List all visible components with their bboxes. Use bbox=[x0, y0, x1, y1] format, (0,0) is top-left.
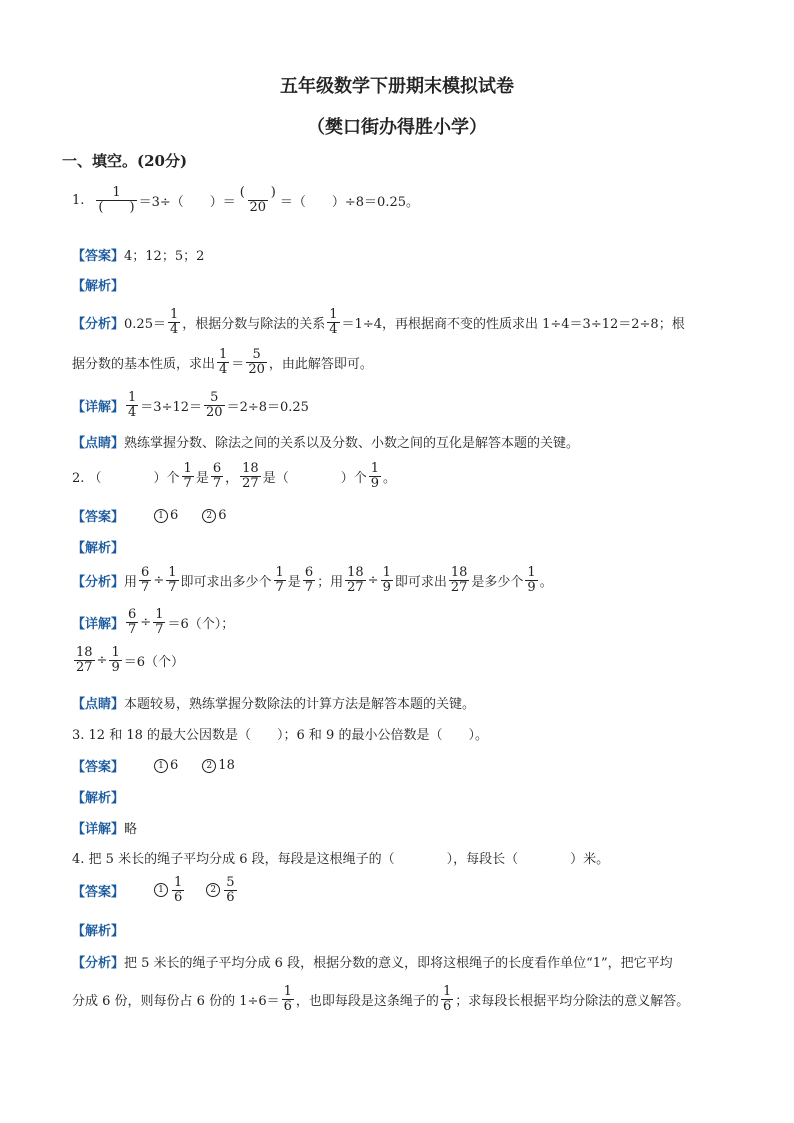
q2-analysis-label: 【解析】 bbox=[72, 541, 125, 556]
q1-detail: 【详解】 $\frac{1}{4}$ ＝3÷12＝ $\frac{5}{20}$ ＝2÷8＝0.25 bbox=[72, 390, 309, 420]
section-heading: 一、填空。(20分) bbox=[62, 152, 188, 170]
q2-fenxi: 【分析】 用 $\frac{6}{7}$ ÷ $\frac{1}{7}$ 即可求出多少个 $\frac{1}{7}$ 是 $\frac{6}{7}$ ；用 $\frac{18}{27}$ ÷ $\frac{1}{9}$ 即可求出 $\frac{18}{27}$ 是多少个 $\frac{1}{9}$ 。 bbox=[72, 565, 553, 595]
q1-fenxi: 【分析】 0.25＝ $\frac{1}{4}$ ，根据分数与除法的关系 $\frac{1}{4}$ ＝1÷4，再根据商不变的性质求出 1÷4＝3÷12＝2÷8；根 bbox=[72, 307, 685, 337]
q3-detail: 【详解】 略 bbox=[72, 822, 138, 837]
q4-fenxi-cont: 分成 6 份，则每份占 6 份的 1÷6＝ $\frac{1}{6}$ ，也即每段是这条绳子的 $\frac{1}{6}$ ；求每段长根据平均分除法的意义解答。 bbox=[72, 984, 690, 1014]
q3-analysis-label: 【解析】 bbox=[72, 791, 125, 806]
page-subtitle: （樊口街办得胜小学） bbox=[307, 117, 487, 138]
q1-analysis-label: 【解析】 bbox=[72, 279, 125, 294]
page-title: 五年级数学下册期末模拟试卷 bbox=[280, 76, 514, 97]
q2-answer: 【答案】 1 6 2 6 bbox=[72, 508, 227, 525]
q2-detail-cont: $\frac{18}{27}$ ÷ $\frac{1}{9}$ ＝6（个） bbox=[76, 645, 185, 675]
q2-dianjing: 【点睛】 本题较易，熟练掌握分数除法的计算方法是解答本题的关键。 bbox=[72, 697, 476, 712]
fraction: $\frac{( )}{20}$ bbox=[239, 185, 276, 215]
q4-analysis-label: 【解析】 bbox=[72, 924, 125, 939]
q1-fenxi-cont: 据分数的基本性质，求出 $\frac{1}{4}$ ＝ $\frac{5}{20}$ ，由此解答即可。 bbox=[72, 347, 373, 377]
question-2: 2. （ ）个 $\frac{1}{7}$ 是 $\frac{6}{7}$ ， $\frac{18}{27}$ 是（ ）个 $\frac{1}{9}$ 。 bbox=[72, 461, 396, 491]
question-4: 4. 把 5 米长的绳子平均分成 6 段，每段是这根绳子的（ ），每段长（ ）米。 bbox=[72, 852, 610, 867]
q1-answer: 【答案】 4；12；5；2 bbox=[72, 249, 205, 264]
q1-dianjing: 【点睛】 熟练掌握分数、除法之间的关系以及分数、小数之间的互化是解答本题的关键。 bbox=[72, 436, 580, 451]
question-1: 1. $\frac{1}{( )}$ ＝3÷（ ）＝ $\frac{( )}{20}$ ＝（ ）÷8＝0.25。 bbox=[72, 185, 419, 215]
q4-answer: 【答案】 1 $\frac{1}{6}$ 2 $\frac{5}{6}$ bbox=[72, 875, 235, 905]
q3-answer: 【答案】 1 6 2 18 bbox=[72, 758, 235, 775]
q4-fenxi: 【分析】 把 5 米长的绳子平均分成 6 段，根据分数的意义，即将这根绳子的长度看作单位“1”，把它平均 bbox=[72, 956, 673, 971]
question-3: 3. 12 和 18 的最大公因数是（ ）；6 和 9 的最小公倍数是（ ）。 bbox=[72, 728, 488, 743]
fraction: $\frac{1}{( )}$ bbox=[98, 185, 135, 215]
q2-detail: 【详解】 $\frac{6}{7}$ ÷ $\frac{1}{7}$ ＝6（个）； bbox=[72, 607, 235, 637]
